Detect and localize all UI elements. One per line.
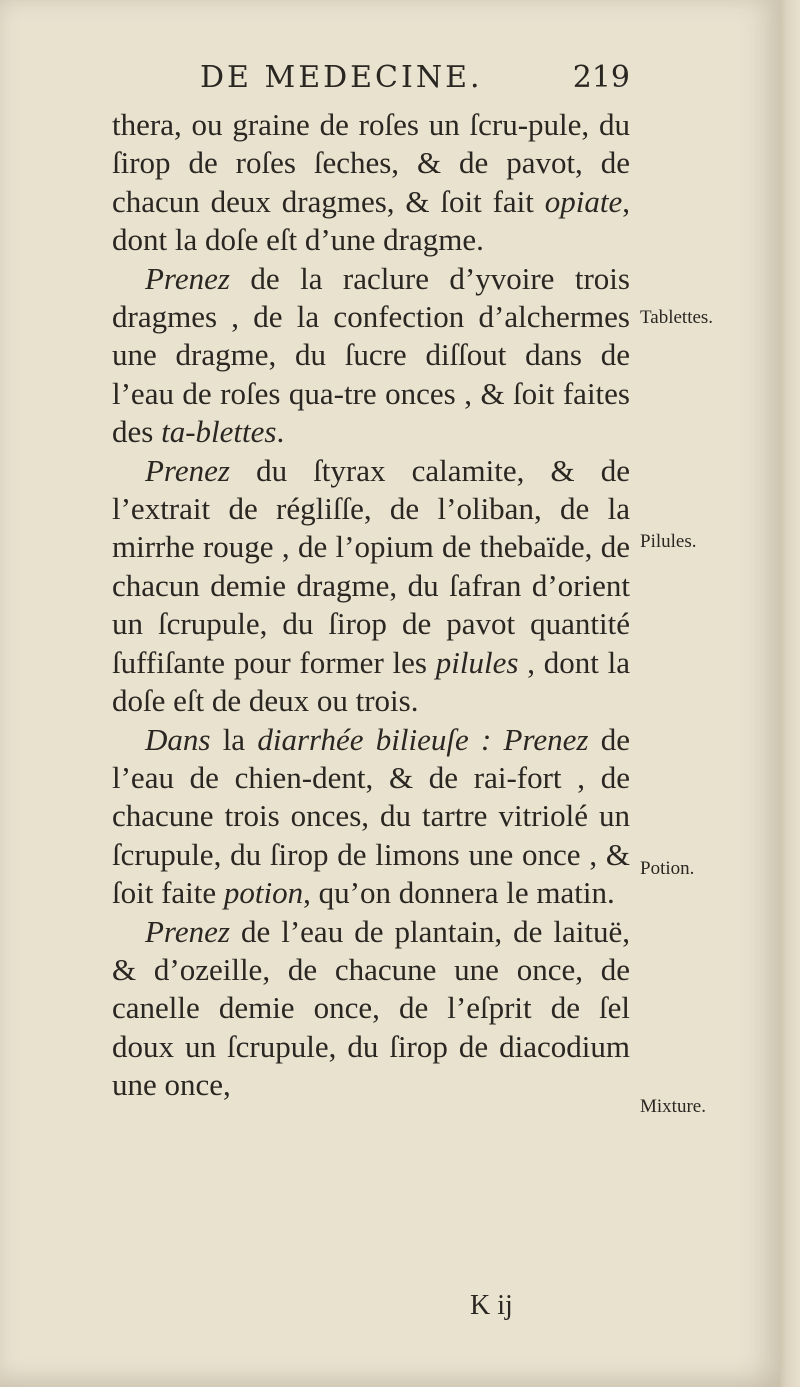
text-run: , qu’on donnera le matin. xyxy=(303,875,615,911)
text-run: , dont la doſe eſt d’une dragme. xyxy=(112,183,630,258)
italic-text: ta-blettes xyxy=(161,414,277,450)
margin-note-mixture: Mixture. xyxy=(640,1096,706,1117)
paragraph xyxy=(112,913,630,1105)
paragraph xyxy=(112,452,630,721)
paragraph xyxy=(112,106,630,260)
italic-text: potion xyxy=(223,875,304,911)
text-run: du ſtyrax calamite, & de l’extrait de régliſſe, de l’oliban, de la mirrhe rouge , de l’opium de thebaïde, de chacun demie dragme, du ſafran d’orient un ſcrupule, du ſirop de pavot quantité ſuffiſante pour former les xyxy=(112,452,630,680)
margin-note-tablettes: Tablettes. xyxy=(640,307,714,328)
page-number: 219 xyxy=(572,60,630,95)
italic-text: Dans xyxy=(145,721,211,757)
running-header xyxy=(200,60,630,112)
text-run: . xyxy=(276,414,285,450)
margin-note-pilules: Pilules. xyxy=(640,531,697,552)
running-title: DE MEDECINE. xyxy=(200,60,483,95)
signature-mark: K ij xyxy=(470,1290,513,1321)
text-run: de la raclure d’yvoire trois dragmes , de la confection d’alchermes une dragme, du ſucre diſſout dans de l’eau de roſes qua-tre onces , & ſoit faites des xyxy=(112,260,630,450)
italic-text: Prenez xyxy=(145,452,230,488)
text-run: thera, ou graine de roſes un ſcru-pule, du ſirop de roſes ſeches, & de pavot, de chacun deux dragmes, & ſoit fait xyxy=(112,107,630,219)
text-run: de l’eau de plantain, de laituë, & d’ozeille, de chacune une once, de canelle demie once, de l’eſprit de ſel doux un ſcrupule, du ſirop de diacodium une once, xyxy=(112,913,630,1103)
page-edge xyxy=(780,0,800,1387)
text-run: de l’eau de chien-dent, & de rai-fort , de chacune trois onces, du tartre vitriolé un ſcrupule, du ſirop de limons une once , & ſoit faite xyxy=(112,721,631,911)
italic-text: diarrhée bilieuſe : Prenez xyxy=(257,721,589,757)
italic-text: Prenez xyxy=(145,260,230,296)
italic-text: Prenez xyxy=(145,913,230,949)
paragraph xyxy=(112,260,630,452)
paragraph xyxy=(112,721,630,913)
italic-text: pilules xyxy=(435,644,519,680)
margin-note-potion: Potion. xyxy=(640,858,695,879)
body-text xyxy=(112,106,630,1105)
text-run: la xyxy=(210,721,258,757)
italic-text: opiate xyxy=(544,183,623,219)
text-run: , dont la doſe eſt de deux ou trois. xyxy=(112,644,630,719)
